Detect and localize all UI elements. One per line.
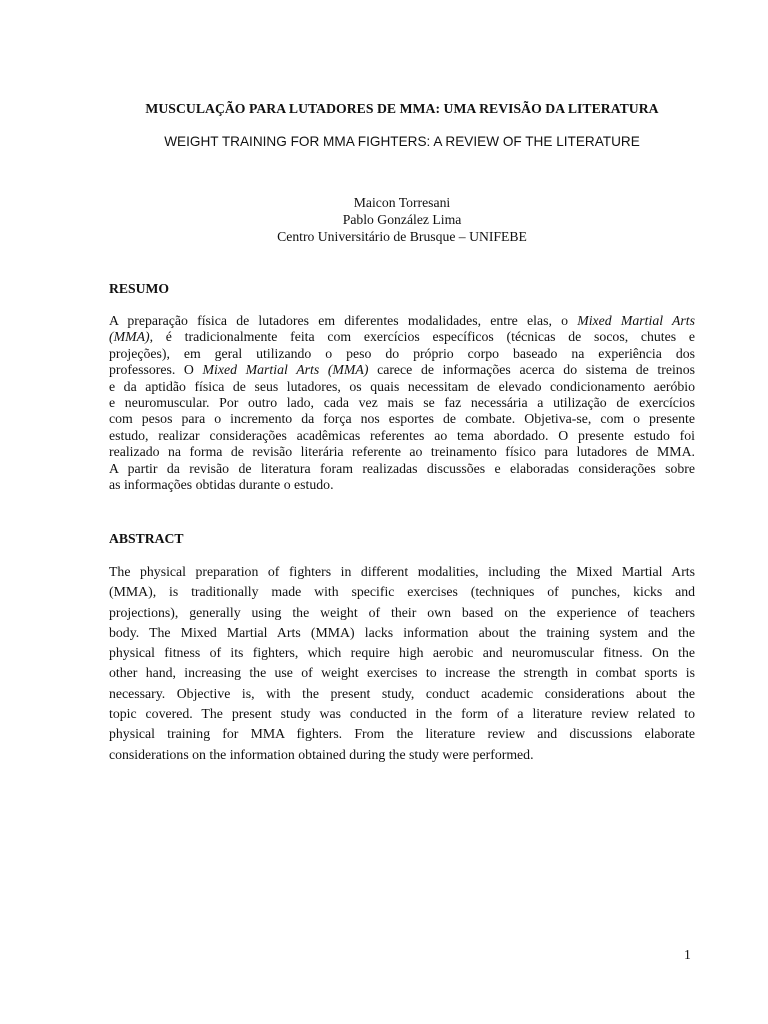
abstract-paragraph	[109, 562, 695, 765]
paragraph-line: The physical preparation of fighters in different modalities, including the Mixed Martial Arts	[109, 564, 695, 579]
paragraph-line: (MMA), é tradicionalmente feita com exercícios específicos (técnicas de socos, chutes e	[109, 329, 695, 345]
paragraph-line: considerations on the information obtained during the study were performed.	[109, 746, 534, 762]
paragraph-line: (MMA), is traditionally made with specific exercises (techniques of punches, kicks and	[109, 584, 695, 600]
author-name: Maicon Torresani	[353, 195, 451, 210]
author-block	[0, 194, 768, 245]
title-portuguese: MUSCULAÇÃO PARA LUTADORES DE MMA: UMA REVISÃO DA LITERATURA	[145, 101, 659, 116]
author-affiliation: Centro Universitário de Brusque – UNIFEBE	[277, 229, 527, 244]
paragraph-line: as informações obtidas durante o estudo.	[109, 476, 334, 492]
paragraph-line: realizado na forma de revisão literária referente ao treinamento físico para lutadores de MMA.	[109, 444, 695, 460]
paragraph-line: topic covered. The present study was conducted in the form of a literature review related to	[109, 706, 695, 722]
paragraph-line: necessary. Objective is, with the present study, conduct academic considerations about the	[109, 685, 695, 701]
paragraph-line: projeções), em geral utilizando o peso do próprio corpo baseado na experiência dos	[109, 345, 695, 361]
paragraph-line: physical fitness of its fighters, which require high aerobic and neuromuscular fitness. On the	[109, 645, 695, 661]
page-number: 1	[684, 947, 691, 962]
paragraph-line: e neuromuscular. Por outro lado, cada vez mais se faz necessária a utilização de exercícios	[109, 394, 695, 410]
resumo-heading: RESUMO	[109, 281, 170, 296]
paragraph-line: other hand, increasing the use of weight exercises to increase the strength in combat sports is	[109, 665, 695, 681]
author-name: Pablo González Lima	[342, 212, 462, 227]
paragraph-line: A preparação física de lutadores em diferentes modalidades, entre elas, o Mixed Martial Arts	[109, 313, 696, 328]
paragraph-line: estudo, realizar considerações acadêmicas referentes ao tema abordado. O presente estudo foi	[109, 427, 695, 443]
paragraph-line: com pesos para o incremento da força nos esportes de combate. Objetiva-se, com o presente	[109, 411, 695, 427]
paragraph-line: professores. O Mixed Martial Arts (MMA) carece de informações acerca do sistema de treinos	[109, 362, 695, 378]
title-english: WEIGHT TRAINING FOR MMA FIGHTERS: A REVIEW OF THE LITERATURE	[164, 134, 640, 149]
paragraph-line: body. The Mixed Martial Arts (MMA) lacks information about the training system and the	[109, 624, 695, 640]
abstract-heading: ABSTRACT	[109, 531, 184, 546]
paragraph-line: projections), generally using the weight of their own based on the experience of teachers	[109, 604, 695, 620]
paragraph-line: e da aptidão física de seus lutadores, os quais necessitam de elevado condicionamento aeróbio	[109, 378, 695, 394]
resumo-paragraph	[109, 313, 695, 493]
paragraph-line: physical training for MMA fighters. From the literature review and discussions elaborate	[109, 726, 695, 742]
paragraph-line: A partir da revisão de literatura foram realizadas discussões e elaboradas considerações sobre	[109, 460, 695, 476]
